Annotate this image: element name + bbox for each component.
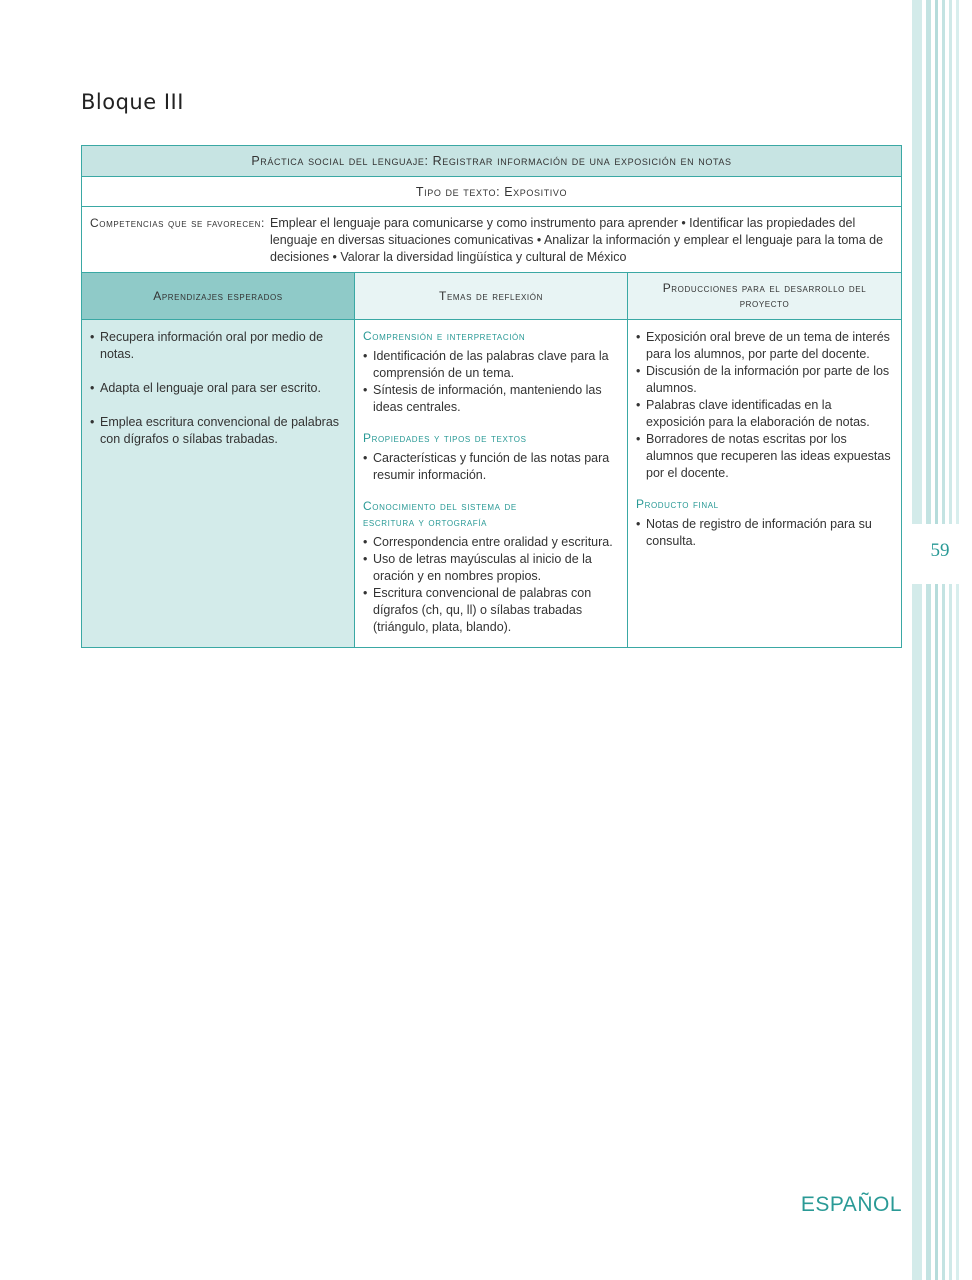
curriculum-table (81, 145, 902, 648)
aprendizajes-column (82, 320, 355, 647)
stripe (926, 0, 931, 1280)
stripe (935, 0, 938, 1280)
section-title: Producto final (636, 497, 719, 511)
list-item: • Correspondencia entre oralidad y escritura. (363, 534, 619, 551)
subject-footer: ESPAÑOL (800, 1193, 902, 1216)
stripe (956, 0, 959, 1280)
competencies-label: Competencias que se favorecen: (90, 216, 265, 230)
header-aprendizajes: Aprendizajes esperados (82, 273, 355, 319)
column-headers (82, 273, 901, 320)
list-item: • Características y función de las notas para resumir información. (363, 450, 619, 484)
practice-row: Práctica social del lenguaje: Registrar información de una exposición en notas (82, 146, 901, 177)
page-title: Bloque III (81, 90, 184, 114)
header-producciones (628, 273, 901, 319)
decorative-stripes (912, 0, 972, 1280)
section-title: Comprensión e interpretación (363, 329, 526, 343)
header-producciones-label: Producciones para el desarrollo del proyecto (662, 281, 867, 310)
section-title: Conocimiento del sistema de escritura y ortografía (363, 499, 517, 529)
stripe (912, 0, 922, 1280)
text-type-row: Tipo de texto: Expositivo (82, 177, 901, 207)
list-item: • Escritura convencional de palabras con dígrafos (ch, qu, ll) o sílabas trabadas (triángulo, plata, blando). (363, 585, 619, 636)
list-item: • Borradores de notas escritas por los alumnos que recuperen las ideas expuestas por el docente. (636, 431, 893, 482)
page-number: 59 (930, 540, 950, 561)
table-body (82, 320, 901, 647)
stripe (949, 0, 952, 1280)
list-item: • Síntesis de información, manteniendo las ideas centrales. (363, 382, 619, 416)
header-temas: Temas de reflexión (355, 273, 628, 319)
list-item: • Uso de letras mayúsculas al inicio de la oración y en nombres propios. (363, 551, 619, 585)
competencies-text: Emplear el lenguaje para comunicarse y como instrumento para aprender • Identificar las propiedades del lenguaje en diversas situaciones comunicativas • Analizar la información y emplear el lenguaje para la toma de decisiones • Valorar la diversidad lingüística y cultural de México (270, 216, 884, 264)
competencies-row (82, 207, 901, 273)
list-item: • Palabras clave identificadas en la exposición para la elaboración de notas. (636, 397, 893, 431)
list-item: • Emplea escritura convencional de palabras con dígrafos o sílabas trabadas. (90, 414, 346, 448)
list-item: • Recupera información oral por medio de notas. (90, 329, 346, 363)
temas-column (355, 320, 628, 647)
list-item: • Adapta el lenguaje oral para ser escrito. (90, 380, 346, 397)
section-title: Propiedades y tipos de textos (363, 431, 527, 445)
list-item: • Notas de registro de información para su consulta. (636, 516, 893, 550)
list-item: • Discusión de la información por parte de los alumnos. (636, 363, 893, 397)
stripe (942, 0, 945, 1280)
producciones-column (628, 320, 901, 647)
list-item: • Exposición oral breve de un tema de interés para los alumnos, por parte del docente. (636, 329, 893, 363)
list-item: • Identificación de las palabras clave para la comprensión de un tema. (363, 348, 619, 382)
